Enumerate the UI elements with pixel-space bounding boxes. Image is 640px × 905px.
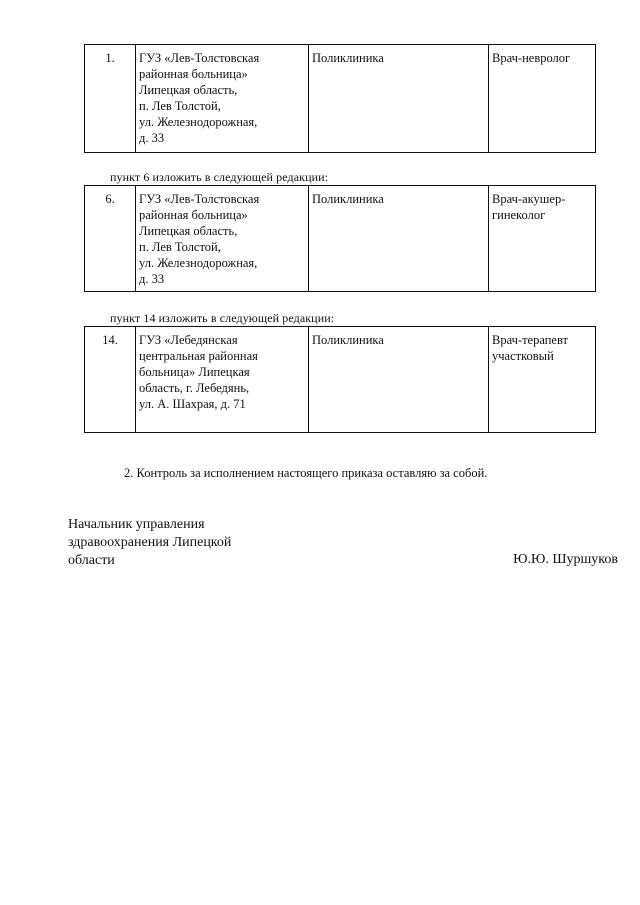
row-number: 1. bbox=[85, 45, 136, 153]
position-line: Врач-невролог bbox=[492, 51, 571, 65]
entry-table-2 bbox=[84, 185, 596, 292]
unit-cell: Поликлиника bbox=[309, 45, 489, 153]
position-cell bbox=[489, 186, 596, 292]
institution-line: ул. Железнодорожная, bbox=[139, 115, 258, 129]
signatory-title-line: Начальник управления bbox=[68, 517, 205, 532]
institution-line: ул. А. Шахрая, д. 71 bbox=[139, 397, 246, 411]
institution-line: п. Лев Толстой, bbox=[139, 99, 221, 113]
position-cell bbox=[489, 327, 596, 433]
signatory-name: Ю.Ю. Шуршуков bbox=[513, 552, 618, 567]
institution-line: районная больница» bbox=[139, 208, 248, 222]
signatory-title-line: здравоохранения Липецкой bbox=[68, 535, 232, 550]
position-line: Врач-терапевт bbox=[492, 333, 569, 347]
entry-table-1 bbox=[84, 44, 596, 153]
institution-line: больница» Липецкая bbox=[139, 365, 250, 379]
signatory-title bbox=[68, 516, 231, 570]
note-point-6: пункт 6 изложить в следующей редакции: bbox=[110, 170, 329, 184]
institution-line: ГУЗ «Лев-Толстовская bbox=[139, 192, 260, 206]
institution-line: область, г. Лебедянь, bbox=[139, 381, 250, 395]
institution-line: Липецкая область, bbox=[139, 83, 238, 97]
position-line: гинеколог bbox=[492, 208, 546, 222]
unit-cell: Поликлиника bbox=[309, 186, 489, 292]
institution-line: районная больница» bbox=[139, 67, 248, 81]
row-number: 14. bbox=[85, 327, 136, 433]
note-point-14: пункт 14 изложить в следующей редакции: bbox=[110, 311, 335, 325]
institution-line: п. Лев Толстой, bbox=[139, 240, 221, 254]
institution-line: ГУЗ «Лев-Толстовская bbox=[139, 51, 260, 65]
paragraph-2: 2. Контроль за исполнением настоящего приказа оставляю за собой. bbox=[124, 466, 488, 480]
institution-line: центральная районная bbox=[139, 349, 258, 363]
institution-line: д. 33 bbox=[139, 272, 165, 286]
entry-table-3 bbox=[84, 326, 596, 433]
institution-cell bbox=[136, 327, 309, 433]
institution-cell bbox=[136, 186, 309, 292]
institution-cell bbox=[136, 45, 309, 153]
position-line: Врач-акушер- bbox=[492, 192, 566, 206]
row-number: 6. bbox=[85, 186, 136, 292]
unit-cell: Поликлиника bbox=[309, 327, 489, 433]
institution-line: ГУЗ «Лебедянская bbox=[139, 333, 238, 347]
institution-line: ул. Железнодорожная, bbox=[139, 256, 258, 270]
signatory-title-line: области bbox=[68, 553, 115, 568]
position-line: участковый bbox=[492, 349, 554, 363]
institution-line: Липецкая область, bbox=[139, 224, 238, 238]
institution-line: д. 33 bbox=[139, 131, 165, 145]
position-cell bbox=[489, 45, 596, 153]
